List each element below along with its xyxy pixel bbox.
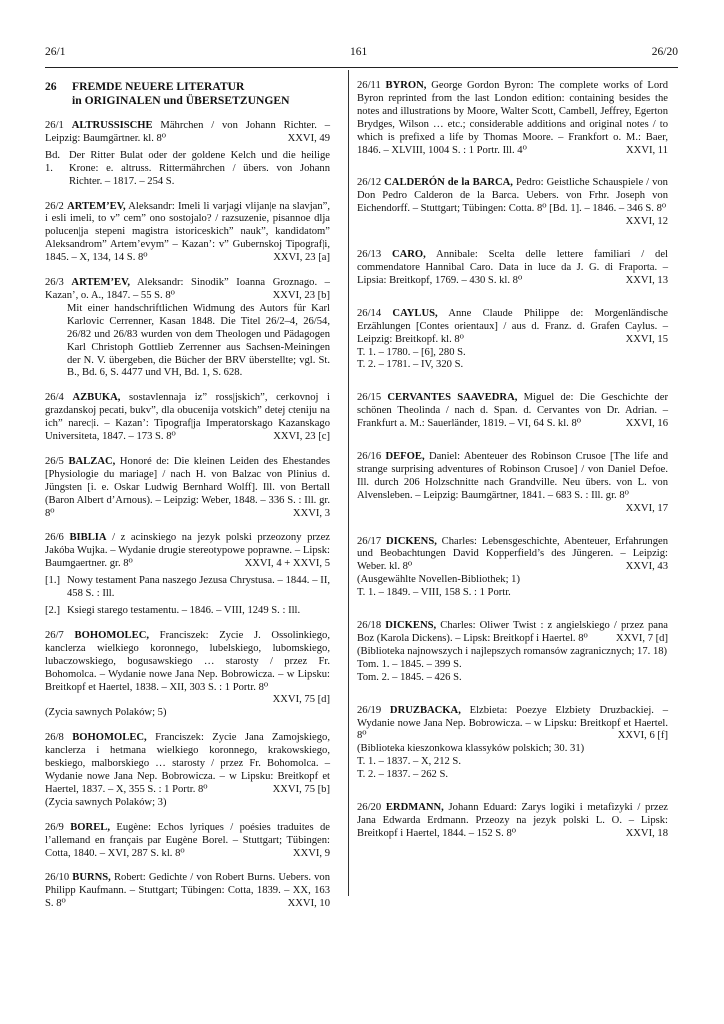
- entry-id: 26/13: [357, 249, 382, 261]
- volume-text: Nowy testament Pana naszego Jezusa Chrystusa. – 1844. – II, 458 S. : Ill.: [67, 575, 330, 600]
- entry-author: BYRON,: [385, 80, 427, 91]
- entry-id: 26/7: [45, 629, 64, 641]
- shelf-mark: XXVI, 15: [625, 333, 668, 345]
- shelf-mark: XXVI, 4 + XXVI, 5: [244, 558, 330, 570]
- catalog-entry: [357, 620, 668, 685]
- entry-author: CERVANTES SAAVEDRA,: [387, 392, 518, 404]
- entry-author: CARO,: [391, 249, 426, 261]
- shelf-mark: XXVI, 6 [f]: [617, 730, 668, 742]
- series-note: (Biblioteka najnowszych i najlepszych romansów zagranicznych; 17. 18): [357, 645, 668, 657]
- entry-author: DICKENS,: [385, 620, 437, 632]
- entry-author: BOHOMOLEC,: [74, 629, 149, 641]
- catalog-entry: [45, 392, 330, 444]
- left-column: [45, 80, 330, 923]
- volume-line: [45, 575, 330, 601]
- shelf-mark: XXVI, 17: [625, 502, 668, 514]
- shelf-mark: XXVI, 49: [287, 132, 330, 144]
- volume-line: T. 2. – 1837. – 262 S.: [357, 769, 449, 781]
- volume-line: T. 1. – 1780. – [6], 280 S.: [357, 346, 466, 358]
- entry-id: 26/3: [45, 277, 64, 289]
- catalog-entry: [357, 392, 668, 431]
- entry-text: Daniel: Abenteuer des Robinson Crusoe [The life and strange surprising adventures of Robinson Crusoe] / von Daniel Defoe. Ill. durch 206 Holzschnitte nach Grandville. Neu übers. von L. von Alvensleben. – Leipzig: Baumgärtner, 1841. – 683 S. : Ill. gr. 8⁰: [357, 451, 669, 501]
- catalog-entry: [357, 249, 668, 288]
- volume-text: Ksiegi starego testamentu. – 1846. – VIII, 1249 S. : Ill.: [67, 605, 301, 616]
- entry-id: 26/20: [357, 802, 382, 814]
- catalog-entry: [357, 451, 668, 516]
- entry-author: ARTEM’EV,: [67, 200, 126, 212]
- entry-id: 26/11: [357, 80, 381, 91]
- entry-text: Annibale: Scelta delle lettere familiari / del commendatore Hannibal Caro. Data in luce da J. G. di Fraporta. – Lipsia: Breitkopf, 1769. – 430 S. kl. 8⁰: [357, 249, 668, 286]
- section-title-line1: FREMDE NEUERE LITERATUR: [72, 80, 245, 93]
- entry-text: sostavlennaja iz” ross|jskich”, cerkovnoj i grazdanskoj pecati, bukv”, dla obucenija votskich” detej cteniju na ich” narec|i. – Kazan’: Tipograf|ja Imperatorskago Kazanskago Universiteta, 1847. – 173 S. 8⁰: [45, 392, 330, 443]
- entry-author: ALTRUSSISCHE: [71, 120, 153, 131]
- entry-text: Honoré de: Die kleinen Leiden des Ehestandes [Physiologie du mariage] / nach H. von Balzac von Plinius d. Jüngsten [i. e. Oskar Ludwig Bernhard Wolff]. Ill. von Bertall (Baron Albert d’Arnous). – Leipzig: Weber, 1848. – 336 S. : Ill. gr. 8⁰: [45, 455, 330, 519]
- section-heading: [45, 80, 330, 108]
- catalog-entry: [357, 308, 668, 373]
- catalog-entry: [45, 456, 330, 521]
- shelf-mark: XXVI, 10: [287, 898, 330, 910]
- volume-line: T. 1. – 1849. – VIII, 158 S. : 1 Portr.: [357, 587, 511, 599]
- catalog-entry: [357, 705, 668, 782]
- series-note: (Zycia sawnych Polaków; 3): [45, 796, 167, 808]
- entry-author: ARTEM’EV,: [71, 277, 131, 289]
- shelf-mark: XXVI, 12: [625, 216, 668, 228]
- volume-line: [45, 150, 330, 189]
- catalog-entry: [45, 201, 330, 266]
- entry-text: Charles: Lebensgeschichte, Abenteuer, Erfahrungen und Beobachtungen David Kopperfield’s des Jüngeren. – Leipzig: Weber. kl. 8⁰: [357, 535, 668, 573]
- entry-id: 26/10: [45, 872, 70, 884]
- volume-line: T. 2. – 1781. – IV, 320 S.: [357, 359, 464, 371]
- catalog-entry: [357, 802, 668, 841]
- entry-author: BOREL,: [70, 821, 110, 833]
- entry-author: BOHOMOLEC,: [72, 732, 147, 744]
- catalog-entry: [357, 536, 668, 601]
- entry-text: Robert: Gedichte / von Robert Burns. Uebers. von Philipp Kaufmann. – Stuttgart; Tübingen: Cotta, 1839. – XX, 163 S. 8⁰: [45, 872, 330, 910]
- series-note: (Biblioteka kieszonkowa klassyków polskich; 30. 31): [357, 743, 585, 755]
- shelf-mark: XXVI, 13: [625, 274, 668, 286]
- entry-text: Charles: Oliwer Twist : z angielskiego / przez pana Boz (Karola Dickens). – Lipsk: Breitkopf i Haertel. 8⁰: [357, 620, 668, 644]
- entry-id: 26/17: [357, 535, 382, 547]
- section-title-line2: in ORIGINALEN und ÜBERSETZUNGEN: [72, 94, 290, 107]
- entry-author: CALDERÓN de la BARCA,: [384, 177, 513, 189]
- entry-id: 26/18: [357, 620, 382, 632]
- catalog-entry: [45, 822, 330, 861]
- entry-id: 26/6: [45, 532, 64, 544]
- shelf-mark: XXVI, 23 [b]: [272, 289, 330, 301]
- entry-author: BURNS,: [72, 872, 111, 884]
- entry-author: ERDMANN,: [385, 802, 444, 814]
- entry-text: Aleksandr: Imeli li varjagi vlijan|e na slavjan”, i esli imeli, to v” cem” ono sostojalo? / razsuzenie, pisannoe dlja polucen|ja stepeni magistra istoriceskich” nauk”, kandidatom” Aleksandrom” Artem’evym” – Kazan’: v” Gubernskoj Tipograf|i, 1845. – X, 134, 14 S. 8⁰: [45, 200, 330, 264]
- entry-text: Elzbieta: Poezye Elzbiety Druzbackiej. – Wydanie nowe Jana Nep. Bobrowicza. – w Lipsku: Breitkopf et Haertel. 8⁰: [357, 704, 668, 742]
- entry-id: 26/16: [357, 451, 382, 463]
- shelf-mark: XXVI, 18: [625, 827, 668, 839]
- entry-author: DICKENS,: [385, 535, 437, 547]
- volume-line: Tom. 1. – 1845. – 399 S.: [357, 658, 462, 670]
- catalog-entry: [45, 120, 330, 189]
- entry-text: Pedro: Geistliche Schauspiele / von Don Pedro Calderon de la Barca. Uebers. von Frhr. Joseph von Eichendorff. – Stuttgart; Tübingen: Cotta. 8⁰ [Bd. 1]. – 1846. – 346 S. 8⁰: [357, 177, 668, 215]
- series-note: (Zycia sawnych Polaków; 5): [45, 707, 167, 719]
- shelf-mark: XXVI, 75 [b]: [272, 783, 330, 795]
- entry-id: 26/14: [357, 307, 382, 319]
- entry-id: 26/1: [45, 120, 64, 131]
- catalog-entry: [357, 80, 668, 157]
- section-number: 26: [45, 80, 57, 93]
- entry-id: 26/12: [357, 177, 382, 189]
- entry-text: Johann Eduard: Zarys logiki i metafizyki / przez Jana Edwarda Erdmann. Przeozy na jezyk polski L. O. – Lipsk: Breitkopf i Haertel, 1844. – 152 S. 8⁰: [357, 802, 668, 839]
- shelf-mark: XXVI, 23 [c]: [273, 431, 330, 443]
- entry-author: BIBLIA: [69, 532, 107, 544]
- entry-text: Miguel de: Die Geschichte der schönen Theolinda / nach d. Span. d. Cervantes von Dr. Adrian. – Frankfurt a. M.: Sauerländer, 1819. – VI, 64 S. kl. 8⁰: [357, 392, 668, 430]
- volume-label: [2.]: [45, 605, 61, 616]
- catalog-entry: [45, 732, 330, 809]
- shelf-mark: XXVI, 16: [625, 418, 668, 430]
- catalog-entry: [45, 630, 330, 720]
- entry-text: Mährchen / von Johann Richter. – Leipzig: Baumgärtner. kl. 8⁰: [45, 120, 330, 144]
- volume-label: Bd. 1.: [45, 149, 61, 174]
- entry-author: CAYLUS,: [392, 307, 438, 319]
- page-number: 161: [350, 46, 368, 58]
- catalog-entry: [45, 277, 330, 380]
- header-right: 26/20: [651, 46, 678, 58]
- header-left: 26/1: [45, 46, 66, 58]
- entry-text: George Gordon Byron: The complete works of Lord Byron reprinted from the last London edition: containing besides the notes and illustrations by Moore, Walter Scott, Cambell, Jeffrey, Egerton Brydges, Wilson … etc.; considerable additions and original notes / to which is prefixed a life by Thomas Moore. – Frankfort o. M.: Baer, 1846. – XLVIII, 1004 S. : 1 Portr. Ill. 4⁰: [357, 80, 668, 156]
- entry-id: 26/2: [45, 200, 64, 212]
- entry-note: Mit einer handschriftlichen Widmung des Autors für Karl Karlovic Cerrenner, Kasan 1848. Die Titel 26/2–4, 26/54, 26/82 und 26/83 wurden von dem Theologen und Pädagogen Karl Christoph Gottlieb Zerrenner aus Sachsen-Meiningen der N. V. übergeben, die Bücher der BRV überstellte; vgl. St. B., Bd. 6, S. 4477 und VH, Bd. 1, S. 628.: [67, 302, 330, 379]
- entry-id: 26/8: [45, 732, 64, 744]
- running-header: [45, 46, 678, 58]
- entry-id: 26/15: [357, 392, 382, 404]
- catalog-entry: [45, 872, 330, 911]
- entry-author: AZBUKA,: [72, 392, 121, 404]
- entry-text: Franciszek: Zycie Jana Zamojskiego, kanclerza i hetmana wielkiego koronnego, krakowskiego, beskiego, malborskiego … starosty / przez Fr. Bohomolca. – Wydanie nowe Jana Nep. Bobrowicza. – w Lipsku: Breitkopf et Haertel, 1837. – X, 355 S. : 1 Portr. 8⁰: [45, 732, 330, 795]
- shelf-mark: XXVI, 11: [626, 144, 668, 156]
- shelf-mark: XXVI, 75 [d]: [272, 694, 330, 706]
- column-divider: [348, 70, 349, 896]
- volume-line: [45, 605, 330, 618]
- series-note: (Ausgewählte Novellen-Bibliothek; 1): [357, 574, 520, 586]
- entry-author: DEFOE,: [385, 451, 425, 463]
- header-rule: [45, 67, 678, 68]
- entry-id: 26/5: [45, 455, 64, 467]
- entry-author: DRUZBACKA,: [389, 704, 461, 716]
- shelf-mark: XXVI, 7 [d]: [615, 633, 668, 644]
- entry-text: Eugène: Echos lyriques / poésies traduites de l’allemand en français par Eugène Borel. – Stuttgart; Tübingen: Cotta, 1840. – XVI, 287 S. kl. 8⁰: [45, 821, 330, 859]
- entry-id: 26/19: [357, 704, 382, 716]
- volume-label: [1.]: [45, 575, 61, 587]
- entry-author: BALZAC,: [68, 455, 116, 467]
- entry-id: 26/4: [45, 392, 64, 404]
- entry-text: Aleksandr: Sinodik” Ioanna Groznago. – Kazan’, o. A., 1847. – 55 S. 8⁰: [45, 277, 330, 301]
- shelf-mark: XXVI, 43: [625, 561, 668, 573]
- entry-text: / z acinskiego na jezyk polski przeozony przez Jakóba Wujka. – Wydanie drugie stereotypowe poprawne. – Lipsk: Baumgaertner. gr. 8⁰: [45, 532, 330, 570]
- entry-text: Anne Claude Philippe de: Morgenländische Erzählungen [Contes orientaux] / aus d. Franz. d. Grafen Caylus. – Leipzig: Breitkopf. kl. 8⁰: [357, 307, 668, 345]
- catalog-entry: [45, 532, 330, 617]
- volume-line: T. 1. – 1837. – X, 212 S.: [357, 756, 461, 768]
- right-column: [357, 80, 668, 853]
- shelf-mark: XXVI, 3: [292, 507, 330, 519]
- volume-text: Der Ritter Bulat oder der goldene Kelch und die heilige Krone: e. altruss. Rittermährchen / übers. von Johann Richter. – 1817. – 254 S.: [69, 149, 330, 187]
- volume-line: Tom. 2. – 1845. – 426 S.: [357, 671, 462, 683]
- entry-id: 26/9: [45, 821, 64, 833]
- entry-text: Franciszek: Zycie J. Ossolinkiego, kanclerza wielkiego koronnego, lubelskiego, lubomskiego, lubaczowskiego, bogusawskiego … starosty / przez Fr. Bohomolca. – Wydanie nowe Jana Nep. Bobrowicza. – w Lipsku: Breitkopf et Haertel, 1838. – XII, 303 S. : 1 Portr. 8⁰: [45, 629, 330, 693]
- shelf-mark: XXVI, 9: [292, 847, 330, 859]
- shelf-mark: XXVI, 23 [a]: [273, 252, 330, 264]
- catalog-entry: [357, 177, 668, 229]
